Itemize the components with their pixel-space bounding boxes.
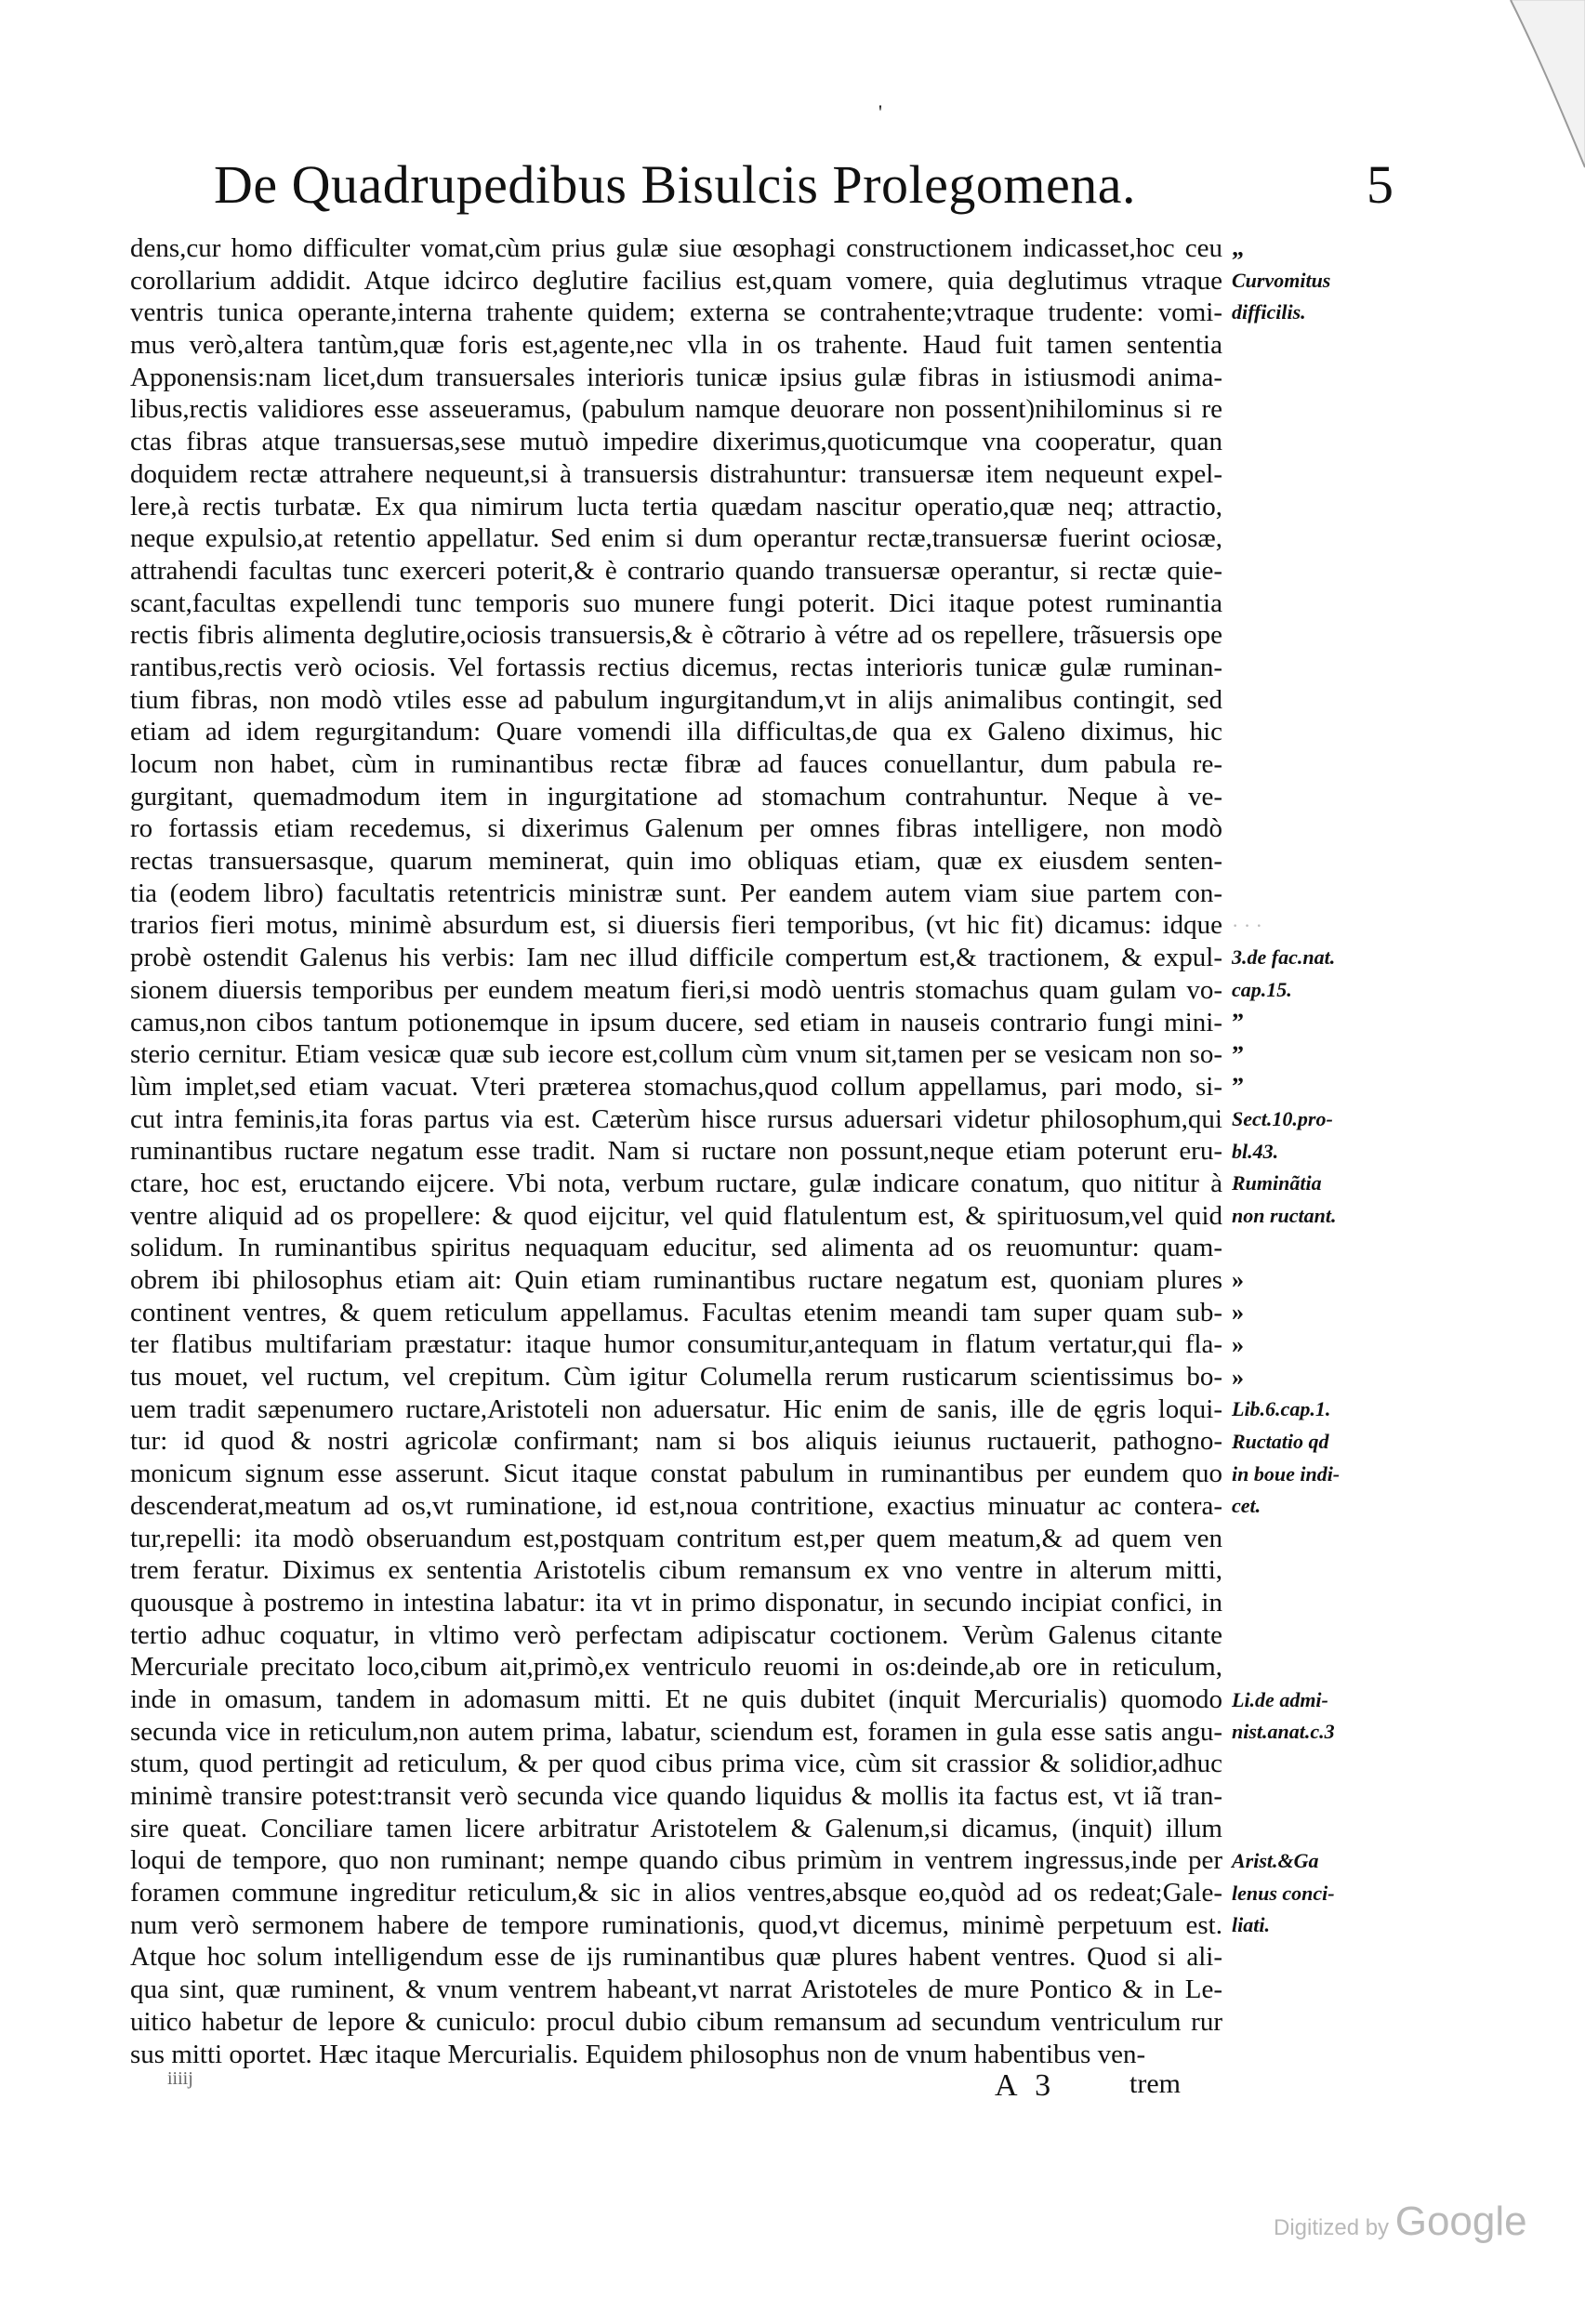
margin-mark: » <box>1232 1330 1244 1358</box>
text-line: probè ostendit Galenus his verbis: Iam nec illud difficile compertum est,& tractionem, & expul- <box>130 943 1222 973</box>
text-line: continent ventres, & quem reticulum appellamus. Facultas etenim meandi tam super quam sub- <box>130 1297 1222 1327</box>
text-line: corollarium addidit. Atque idcirco deglutire facilius est,quam vomere, quia deglutimus vtraque <box>130 265 1222 296</box>
text-line: rectas transuersasque, quarum meminerat, quin imo obliquas etiam, quæ ex eiusdem senten- <box>130 846 1222 877</box>
margin-note: in boue indi- <box>1232 1461 1341 1486</box>
text-line: solidum. In ruminantibus spiritus nequaquam educitur, sed alimenta ad os reuomuntur: quam- <box>130 1233 1222 1263</box>
margin-mark: ” <box>1232 1008 1244 1036</box>
text-line: cut intra feminis,ita foras partus via est. Cæterùm hisce rursus aduersari videtur philosophum,qui <box>130 1103 1222 1134</box>
margin-mark: „ <box>1232 234 1244 261</box>
watermark-prefix: Digitized by <box>1274 2215 1395 2240</box>
text-line: monicum signum esse asserunt. Sicut itaque constat pabulum in ruminantibus per eundem quo <box>130 1459 1222 1489</box>
text-line: sionem diuersis temporibus per eundem meatum fieri,si modò uentris stomachus quam gulam vo- <box>130 974 1222 1005</box>
margin-mark: » <box>1232 1363 1244 1391</box>
text-line: Atque hoc solum intelligendum esse de ijs ruminantibus quæ plures habent ventres. Quod si ali- <box>130 1942 1222 1973</box>
text-line: obrem ibi philosophus etiam ait: Quin etiam ruminantibus ructare negatum est, quoniam plures <box>130 1265 1222 1295</box>
text-line: foramen commune ingreditur reticulum,& sic in alios ventres,absque eo,quòd ad os redeat;Gale- <box>130 1878 1222 1908</box>
text-line: gurgitant, quemadmodum item in ingurgitatione ad stomachum contrahuntur. Neque à ve- <box>130 781 1222 812</box>
margin-note: Ructatio qd <box>1232 1429 1329 1453</box>
text-line: rantibus,rectis verò ociosis. Vel fortassis rectius dicemus, rectas interioris tunicæ gulæ ruminan- <box>130 652 1222 682</box>
top-mark: ' <box>878 100 882 124</box>
margin-note: Curvomitus <box>1232 268 1331 292</box>
footer-left-mark: iiiij <box>167 2068 193 2089</box>
text-line: sire queat. Conciliare tamen licere arbitratur Aristotelem & Galenum,si dicamus, (inquit) illum <box>130 1813 1222 1843</box>
text-line: tertio adhuc coquatur, in vltimo verò perfectam adipiscatur coctionem. Verùm Galenus citante <box>130 1619 1222 1650</box>
margin-note: non ructant. <box>1232 1204 1337 1227</box>
text-line: qua sint, quæ ruminent, & vnum ventrem habeant,vt narrat Aristoteles de mure Pontico & in Le- <box>130 1974 1222 2005</box>
text-line: Apponensis:nam licet,dum transuersales interioris tunicæ ipsius gulæ fibras in istiusmodi anima- <box>130 362 1222 392</box>
text-line: tium fibras, non modò vtiles esse ad pabulum ingurgitandum,vt in alijs animalibus contingit, sed <box>130 684 1222 715</box>
text-line: ventris tunica operante,interna trahente quidem; externa se contrahente;vtraque trudente: vomi- <box>130 297 1222 328</box>
margin-note: 3.de fac.nat. <box>1232 945 1336 970</box>
margin-note: Sect.10.pro- <box>1232 1106 1333 1130</box>
text-line: ro fortassis etiam recedemus, si dixerimus Galenum per omnes fibras intelligere, non modò <box>130 813 1222 844</box>
text-line: rectis fibris alimenta deglutire,ociosis transuersis,& è cõtrario à vétre ad os repellere, trãsuersis ope <box>130 620 1222 651</box>
text-line: locum non habet, cùm in ruminantibus rectæ fibræ ad fauces conuellantur, dum pabula re- <box>130 749 1222 779</box>
text-line: loqui de tempore, quo non ruminant; nempe quando cibus primùm in ventrem ingressus,inde per <box>130 1845 1222 1876</box>
text-line: ter flatibus multifariam præstatur: itaque humor consumitur,antequam in flatum vertatur,qui fla- <box>130 1329 1222 1360</box>
text-line: lere,à rectis turbatæ. Ex qua nimirum lucta tertia quædam nascitur operatio,quæ neq; attractio, <box>130 491 1222 522</box>
text-line: uitico habetur de lepore & cuniculo: procul dubio cibum remansum ad secundum ventriculum rur <box>130 2006 1222 2037</box>
margin-note: difficilis. <box>1232 300 1306 324</box>
margin-mark: » <box>1232 1299 1244 1327</box>
text-line: num verò sermonem habere de tempore ruminationis, quod,vt dicemus, minimè perpetuum est. <box>130 1909 1222 1940</box>
margin-note: cet. <box>1232 1494 1261 1518</box>
text-line: sterio cernitur. Etiam vesicæ quæ sub iecore est,collum cùm vnum sit,tamen per se vesicam non so- <box>130 1039 1222 1070</box>
margin-mark: · · · <box>1232 913 1262 937</box>
running-head <box>214 153 1393 228</box>
margin-note: Lib.6.cap.1. <box>1232 1397 1331 1421</box>
text-line: tur: id quod & nostri agricolæ confirmant; nam si bos aliquis ieiunus ructauerit, pathogno- <box>130 1426 1222 1457</box>
margin-mark: ” <box>1232 1073 1244 1101</box>
page-footer <box>130 2068 1222 2106</box>
text-line: stum, quod pertingit ad reticulum, & per quod cibus prima vice, cùm sit crassior & solidior,adhuc <box>130 1749 1222 1779</box>
running-head-title: De Quadrupedibus Bisulcis Prolegomena. <box>214 154 1136 215</box>
watermark-brand: Google <box>1394 2199 1527 2244</box>
margin-note: cap.15. <box>1232 978 1292 1002</box>
text-line: attrahendi facultas tunc exerceri poterit,& è contrario quando transuersæ operantur, si rectæ quie- <box>130 555 1222 586</box>
text-line: mus verò,altera tantùm,quæ foris est,agente,nec vlla in os trahente. Haud fuit tamen sententia <box>130 330 1222 361</box>
text-line: tia (eodem libro) facultatis retentricis ministræ sunt. Per eandem autem viam siue partem con- <box>130 878 1222 908</box>
text-line: ventre aliquid ad os propellere: & quod eijcitur, vel quid flatulentum est, & spirituosum,vel quid <box>130 1200 1222 1231</box>
text-line: neque expulsio,at retentio appellatur. Sed enim si dum operantur rectæ,transuersæ fuerint ociosæ, <box>130 523 1222 554</box>
catchword: trem <box>1129 2068 1181 2099</box>
text-line: doquidem rectæ attrahere nequeunt,si à transuersis distrahuntur: transuersæ item nequeunt expel- <box>130 458 1222 489</box>
text-line: ctas fibras atque transuersas,sese mutuò impedire dixerimus,quoticumque vna cooperatur, quan <box>130 427 1222 457</box>
text-line: secunda vice in reticulum,non autem prima, labatur, sciendum est, foramen in gula esse satis angu- <box>130 1716 1222 1747</box>
text-line: descenderat,meatum ad os,vt ruminatione, id est,noua contritione, exactius minuatur ac contera- <box>130 1490 1222 1521</box>
text-line: camus,non cibos tantum potionemque in ipsum ducere, sed etiam in nauseis contrario fungi mini- <box>130 1007 1222 1037</box>
text-line: etiam ad idem regurgitandum: Quare vomendi illa difficultas,de qua ex Galeno diximus, hic <box>130 717 1222 747</box>
margin-note: Li.de admi- <box>1232 1687 1328 1711</box>
margin-note: Ruminãtia <box>1232 1171 1322 1195</box>
text-line: inde in omasum, tandem in adomasum mitti. Et ne quis dubitet (inquit Mercurialis) quomodo <box>130 1684 1222 1714</box>
margin-note: lenus conci- <box>1232 1881 1335 1905</box>
text-line: trem feratur. Diximus ex sententia Aristotelis cibum remansum ex vno ventre in alterum mitti, <box>130 1555 1222 1586</box>
text-line: ctare, hoc est, eructando eijcere. Vbi nota, verbum ructare, gulæ indicare conatum, quo nititur à <box>130 1168 1222 1198</box>
text-line: ruminantibus ructare negatum esse tradit. Nam si ructare non possunt,neque etiam poterunt eru- <box>130 1136 1222 1167</box>
text-line: libus,rectis validiores esse asseueramus, (pabulum namque deuorare non possent)nihilominus si re <box>130 394 1222 425</box>
text-line: tur,repelli: ita modò obseruandum est,postquam contritum est,per quem meatum,& ad quem ven <box>130 1523 1222 1553</box>
text-line: dens,cur homo difficulter vomat,cùm prius gulæ siue œsophagi constructionem indicasset,hoc ceu <box>130 233 1222 263</box>
margin-note: nist.anat.c.3 <box>1232 1720 1335 1744</box>
text-line: scant,facultas expellendi tunc temporis suo munere fungi poterit. Dici itaque potest ruminantia <box>130 588 1222 618</box>
text-line: uem tradit sæpenumero ructare,Aristoteli non aduersatur. Hic enim de sanis, ille de ęgris loqui- <box>130 1393 1222 1424</box>
text-line: lùm implet,sed etiam vacuat. Vteri præterea stomachus,quod collum appellamus, pari modo, si- <box>130 1071 1222 1102</box>
margin-mark: ” <box>1232 1040 1244 1068</box>
margin-note: liati. <box>1232 1913 1270 1937</box>
digitized-watermark <box>1274 2199 1527 2245</box>
text-line: tus mouet, vel ructum, vel crepitum. Cùm igitur Columella rerum rusticarum scientissimus bo- <box>130 1362 1222 1393</box>
page-number: 5 <box>1367 154 1393 215</box>
margin-note: Arist.&Ga <box>1232 1849 1319 1872</box>
text-line: sus mitti oportet. Hæc itaque Mercurialis. Equidem philosophus non de vnum habentibus ven- <box>130 2039 1146 2069</box>
margin-mark: » <box>1232 1266 1244 1294</box>
page-fold-corner <box>1473 0 1585 242</box>
text-line: trarios fieri motus, minimè absurdum est, si diuersis fieri temporibus, (vt hic fit) dicamus: idque <box>130 910 1222 941</box>
body-text <box>130 232 1222 2070</box>
signature-mark: A 3 <box>995 2068 1057 2103</box>
text-line: minimè transire potest:transit verò secunda vice quando liquidus & mollis ita factus est, vt iã tran- <box>130 1781 1222 1811</box>
margin-note: bl.43. <box>1232 1139 1279 1163</box>
text-line: quousque à postremo in intestina labatur: ita vt in primo disponatur, in secundo incipiat confici, in <box>130 1587 1222 1618</box>
text-line: Mercuriale precitato loco,cibum ait,primò,ex ventriculo reuomi in os:deinde,ab ore in reticulum, <box>130 1652 1222 1683</box>
